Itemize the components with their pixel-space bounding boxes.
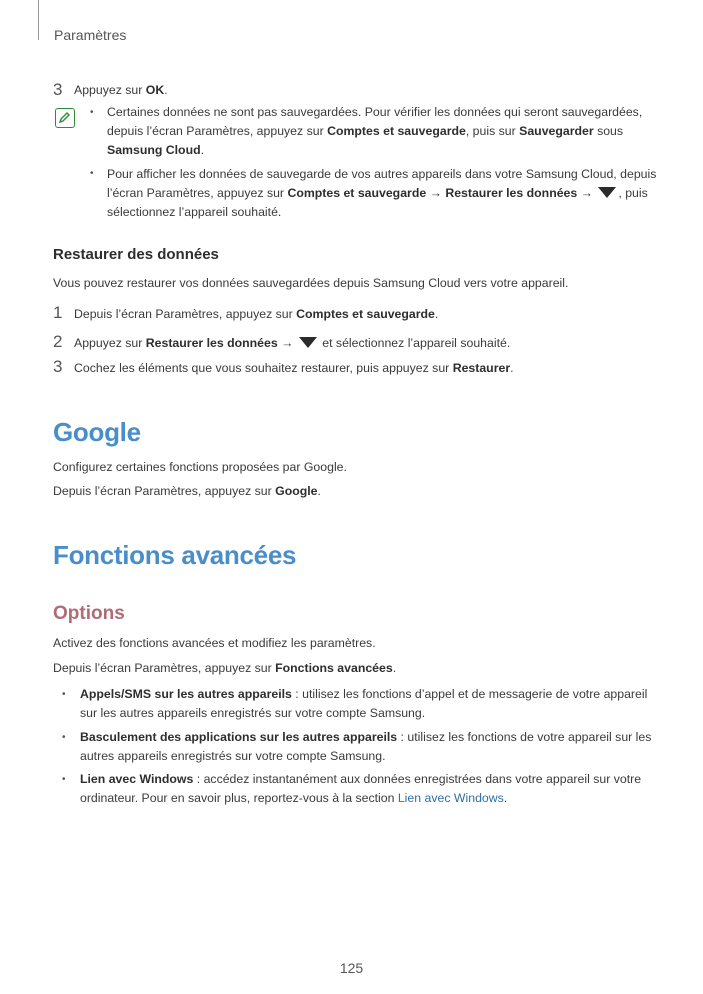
section-heading-advanced: Fonctions avancées bbox=[53, 540, 297, 570]
bullet-icon: • bbox=[62, 774, 66, 785]
section-heading-restore: Restaurer des données bbox=[53, 246, 219, 263]
bullet-icon: • bbox=[62, 689, 66, 700]
restore-step-3: Cochez les éléments que vous souhaitez restaurer, puis appuyez sur Restaurer. bbox=[74, 361, 514, 375]
bullet-icon: • bbox=[90, 168, 94, 179]
header-rule bbox=[38, 0, 39, 40]
option-item: Appels/SMS sur les autres appareils : utilisez les fonctions d’appel et de messagerie de votre appareil sur les autres appareils enregistrés sur votre compte Samsung. bbox=[80, 687, 648, 720]
step-text: Appuyez sur OK. bbox=[74, 83, 168, 97]
note-bullet-2: Pour afficher les données de sauvegarde de vos autres appareils dans votre Samsung Cloud, depuis l’écran Paramètres, appuyez sur Comptes et sauvegarde → Restaurer les données → , puis sélectionnez l’appareil souhaité. bbox=[107, 167, 657, 219]
step-number: 3 bbox=[53, 357, 63, 376]
step-number: 1 bbox=[53, 303, 63, 322]
advanced-paragraph-1: Activez des fonctions avancées et modifiez les paramètres. bbox=[53, 636, 376, 650]
step-number: 3 bbox=[53, 80, 63, 99]
advanced-paragraph-2: Depuis l’écran Paramètres, appuyez sur Fonctions avancées. bbox=[53, 661, 397, 675]
restore-intro: Vous pouvez restaurer vos données sauvegardées depuis Samsung Cloud vers votre appareil. bbox=[53, 276, 569, 290]
note-icon bbox=[55, 108, 75, 128]
step-number: 2 bbox=[53, 332, 63, 351]
subheading-options: Options bbox=[53, 603, 125, 624]
option-item: Basculement des applications sur les autres appareils : utilisez les fonctions de votre appareil sur les autres appareils enregistrés sur votre compte Samsung. bbox=[80, 730, 652, 763]
note-bullet-1: Certaines données ne sont pas sauvegardées. Pour vérifier les données qui seront sauvegardées, depuis l’écran Paramètres, appuyez sur Comptes et sauvegarde, puis sur Sauvegarder sous Samsung Cloud. bbox=[107, 105, 643, 157]
restore-step-1: Depuis l’écran Paramètres, appuyez sur Comptes et sauvegarde. bbox=[74, 307, 439, 321]
option-item: Lien avec Windows : accédez instantanément aux données enregistrées dans votre appareil sur votre ordinateur. Pour en savoir plus, reportez-vous à la section Lien avec Windows. bbox=[80, 772, 642, 805]
page-number: 125 bbox=[339, 960, 364, 976]
restore-step-2: Appuyez sur Restaurer les données → et sélectionnez l’appareil souhaité. bbox=[74, 336, 511, 350]
bullet-icon: • bbox=[90, 107, 94, 118]
dropdown-triangle-icon bbox=[299, 337, 317, 348]
header-title: Paramètres bbox=[54, 27, 127, 43]
google-paragraph-2: Depuis l’écran Paramètres, appuyez sur Google. bbox=[53, 484, 321, 498]
bullet-icon: • bbox=[62, 732, 66, 743]
section-heading-google: Google bbox=[53, 417, 141, 447]
dropdown-triangle-icon bbox=[598, 187, 616, 198]
google-paragraph-1: Configurez certaines fonctions proposées par Google. bbox=[53, 460, 347, 474]
link-lien-avec-windows[interactable]: Lien avec Windows bbox=[397, 791, 504, 805]
